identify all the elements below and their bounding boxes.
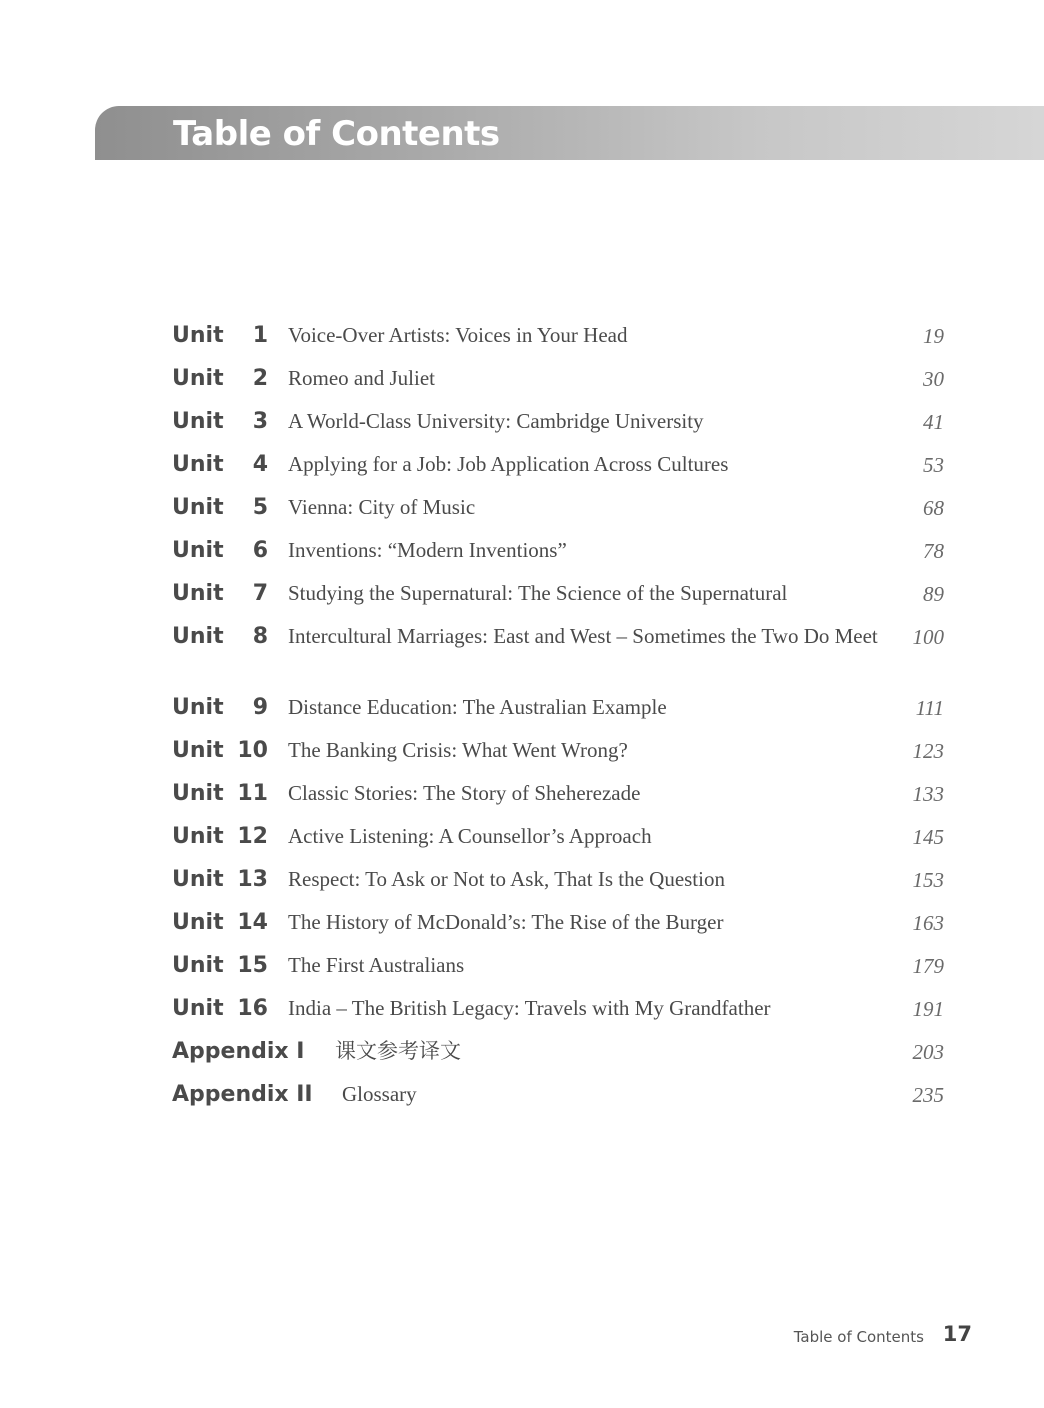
entry-title: Vienna: City of Music	[288, 495, 476, 519]
page-footer	[760, 1322, 972, 1356]
page-number: 235	[912, 1083, 944, 1107]
page-number: 78	[923, 539, 944, 563]
page-number: 203	[912, 1040, 944, 1064]
entry-title: Studying the Supernatural: The Science of the Supernatural	[288, 581, 788, 605]
page-number: 145	[912, 825, 944, 849]
entry-title: Intercultural Marriages: East and West – Sometimes the Two Do Meet	[288, 624, 878, 648]
page-number: 41	[923, 410, 944, 434]
page-number: 163	[912, 911, 944, 935]
entry-title: The First Australians	[288, 953, 465, 977]
appendix-label: Appendix II	[172, 1082, 313, 1107]
entry-title: The Banking Crisis: What Went Wrong?	[288, 738, 628, 762]
page-number: 153	[912, 868, 944, 892]
page-number: 191	[912, 997, 944, 1021]
entry-title: 课文参考译文	[335, 1039, 461, 1063]
entry-title: Glossary	[342, 1082, 417, 1106]
page-number: 123	[912, 739, 944, 763]
entry-title: Voice-Over Artists: Voices in Your Head	[288, 323, 628, 347]
entry-title: Classic Stories: The Story of Sheherezade	[288, 781, 641, 805]
page-number: 19	[923, 324, 944, 348]
entry-title: Active Listening: A Counsellor’s Approach	[288, 824, 652, 848]
page-title: Table of Contents	[173, 114, 500, 154]
entry-title: A World-Class University: Cambridge University	[288, 409, 704, 433]
page-number: 111	[915, 696, 944, 720]
entry-title: Romeo and Juliet	[288, 366, 435, 390]
footer-page-number: 17	[942, 1322, 972, 1346]
page-number: 100	[912, 625, 944, 649]
header-bar	[95, 106, 1044, 160]
entry-title: Applying for a Job: Job Application Across Cultures	[288, 452, 729, 476]
entry-title: Distance Education: The Australian Example	[288, 695, 667, 719]
page-number: 133	[912, 782, 944, 806]
page-number: 53	[923, 453, 944, 477]
entry-title: Respect: To Ask or Not to Ask, That Is the Question	[288, 867, 725, 891]
page-number: 89	[923, 582, 944, 606]
appendix-label: Appendix I	[172, 1039, 305, 1064]
entry-title: India – The British Legacy: Travels with My Grandfather	[288, 996, 771, 1020]
entry-title: Inventions: “Modern Inventions”	[288, 538, 567, 562]
page-number: 68	[923, 496, 944, 520]
page-number: 179	[912, 954, 944, 978]
page-number: 30	[923, 367, 944, 391]
footer-label: Table of Contents	[793, 1328, 924, 1346]
entry-title: The History of McDonald’s: The Rise of the Burger	[288, 910, 724, 934]
